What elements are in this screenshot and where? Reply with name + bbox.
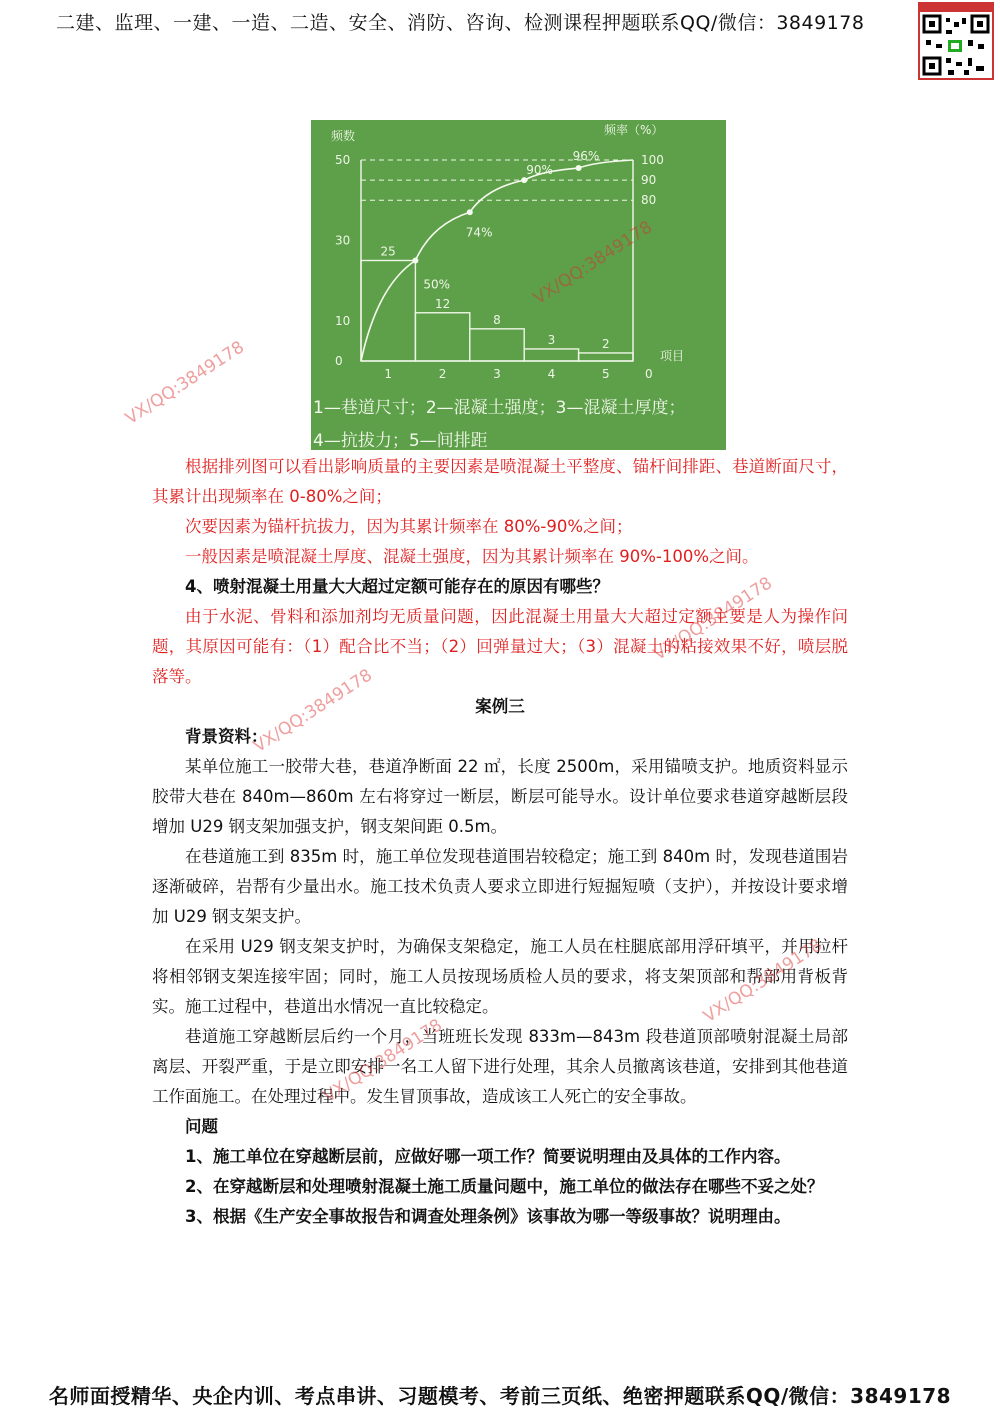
background-paragraph-1: 某单位施工一胶带大巷，巷道净断面 22 ㎡，长度 2500m，采用锚喷支护。地质资料显示胶带大巷在 840m—860m 左右将穿过一断层，断层可能导水。设计单位要求巷道穿越断层段增加 U29 钢支架加强支护，钢支架间距 0.5m。 <box>152 757 848 836</box>
qr-code-icon <box>918 2 994 80</box>
cumulative-point <box>576 165 582 171</box>
x-tick-label: 4 <box>547 367 556 381</box>
cumulative-point <box>521 177 527 183</box>
watermark: VX/QQ:3849178 <box>530 217 656 309</box>
x-axis-label: 项目 <box>660 349 685 363</box>
watermark: VX/QQ:3849178 <box>250 665 376 757</box>
legend-line-1: 1—巷道尺寸；2—混凝土强度；3—混凝土厚度； <box>313 398 686 418</box>
answer-paragraph-2: 次要因素为锚杆抗拔力，因为其累计频率在 80%-90%之间； <box>185 517 633 536</box>
page-footer <box>0 1380 1000 1409</box>
footer-text: 名师面授精华、央企内训、考点串讲、习题模考、考前三页纸、绝密押题联系QQ/微信：3849178 <box>48 1384 952 1408</box>
watermark: VX/QQ:3849178 <box>700 935 826 1027</box>
bar-value-label: 25 <box>380 244 396 259</box>
y-tick-label: 50 <box>335 153 351 167</box>
watermark: VX/QQ:3849178 <box>320 1015 446 1107</box>
bar <box>415 313 469 361</box>
document-body <box>152 452 848 1232</box>
bar-value-label: 12 <box>434 296 451 311</box>
answer-paragraph-3: 一般因素是喷混凝土厚度、混凝土强度，因为其累计频率在 90%-100%之间。 <box>185 547 759 566</box>
bar <box>470 329 524 361</box>
y2-tick-label: 100 <box>641 153 664 167</box>
background-paragraph-4: 巷道施工穿越断层后约一个月，当班班长发现 833m—843m 段巷道顶部喷射混凝土局部离层、开裂严重，于是立即安排一名工人留下进行处理，其余人员撤离该巷道，安排到其他巷道工作面施工。在处理过程中。发生冒顶事故，造成该工人死亡的安全事故。 <box>152 1027 848 1106</box>
header-text: 二建、监理、一建、一造、二造、安全、消防、咨询、检测课程押题联系QQ/微信：3849178 <box>56 12 865 34</box>
x-tick-label: 0 <box>645 367 653 381</box>
question-1: 1、施工单位在穿越断层前，应做好哪一项工作？简要说明理由及具体的工作内容。 <box>185 1147 791 1166</box>
questions-label: 问题 <box>185 1117 218 1136</box>
bar <box>579 353 633 361</box>
question-4: 4、喷射混凝土用量大大超过定额可能存在的原因有哪些？ <box>185 577 609 596</box>
background-label: 背景资料： <box>185 727 268 746</box>
question-2: 2、在穿越断层和处理喷射混凝土施工质量问题中，施工单位的做法存在哪些不妥之处？ <box>185 1177 824 1196</box>
cumulative-label: 96% <box>572 149 600 164</box>
answer-paragraph-1: 根据排列图可以看出影响质量的主要因素是喷混凝土平整度、锚杆间排距、巷道断面尺寸，其累计出现频率在 0-80%之间； <box>152 457 848 506</box>
watermark: VX/QQ:3849178 <box>650 573 776 665</box>
y2-tick-label: 80 <box>641 193 657 208</box>
y2-axis-label: 频率（%） <box>604 123 664 137</box>
x-tick-label: 1 <box>384 367 393 381</box>
watermark: VX/QQ:3849178 <box>122 337 248 429</box>
y-axis-label: 频数 <box>331 129 356 143</box>
x-tick-label: 5 <box>601 367 610 381</box>
bar-value-label: 2 <box>601 336 610 351</box>
cumulative-label: 74% <box>465 225 493 240</box>
bar <box>524 349 578 361</box>
cumulative-label: 90% <box>526 163 553 178</box>
y2-tick-label: 90 <box>641 173 657 188</box>
y-tick-label: 0 <box>335 354 343 368</box>
y-tick-label: 10 <box>335 313 351 328</box>
question-4-answer: 由于水泥、骨料和添加剂均无质量问题，因此混凝土用量大大超过定额主要是人为操作问题，其原因可能有：（1）配合比不当；（2）回弹量过大；（3）混凝土的粘接效果不好，喷层脱落等。 <box>152 607 848 686</box>
x-tick-label: 3 <box>493 367 501 381</box>
y-tick-label: 30 <box>335 233 351 248</box>
background-paragraph-3: 在采用 U29 钢支架支护时，为确保支架稳定，施工人员在柱腿底部用浮矸填平，并用拉杆将相邻钢支架连接牢固；同时，施工人员按现场质检人员的要求，将支架顶部和帮部用背板背实。施工过程中，巷道出水情况一直比较稳定。 <box>152 937 848 1016</box>
legend-line-2: 4—抗拔力；5—间排距 <box>313 431 488 451</box>
cumulative-label: 50% <box>423 277 451 292</box>
x-tick-label: 2 <box>438 367 447 381</box>
question-3: 3、根据《生产安全事故报告和调查处理条例》该事故为哪一等级事故？说明理由。 <box>185 1207 791 1226</box>
bar <box>361 261 415 362</box>
cumulative-point <box>412 258 418 264</box>
background-paragraph-2: 在巷道施工到 835m 时，施工单位发现巷道围岩较稳定；施工到 840m 时，发现巷道围岩逐渐破碎，岩帮有少量出水。施工技术负责人要求立即进行短掘短喷（支护），并按设计要求增加 U29 钢支架支护。 <box>152 847 848 926</box>
chart-legend <box>313 392 723 458</box>
bar-value-label: 3 <box>547 332 556 347</box>
cumulative-point <box>467 209 473 215</box>
bar-value-label: 8 <box>493 312 501 327</box>
case-title: 案例三 <box>475 697 525 716</box>
